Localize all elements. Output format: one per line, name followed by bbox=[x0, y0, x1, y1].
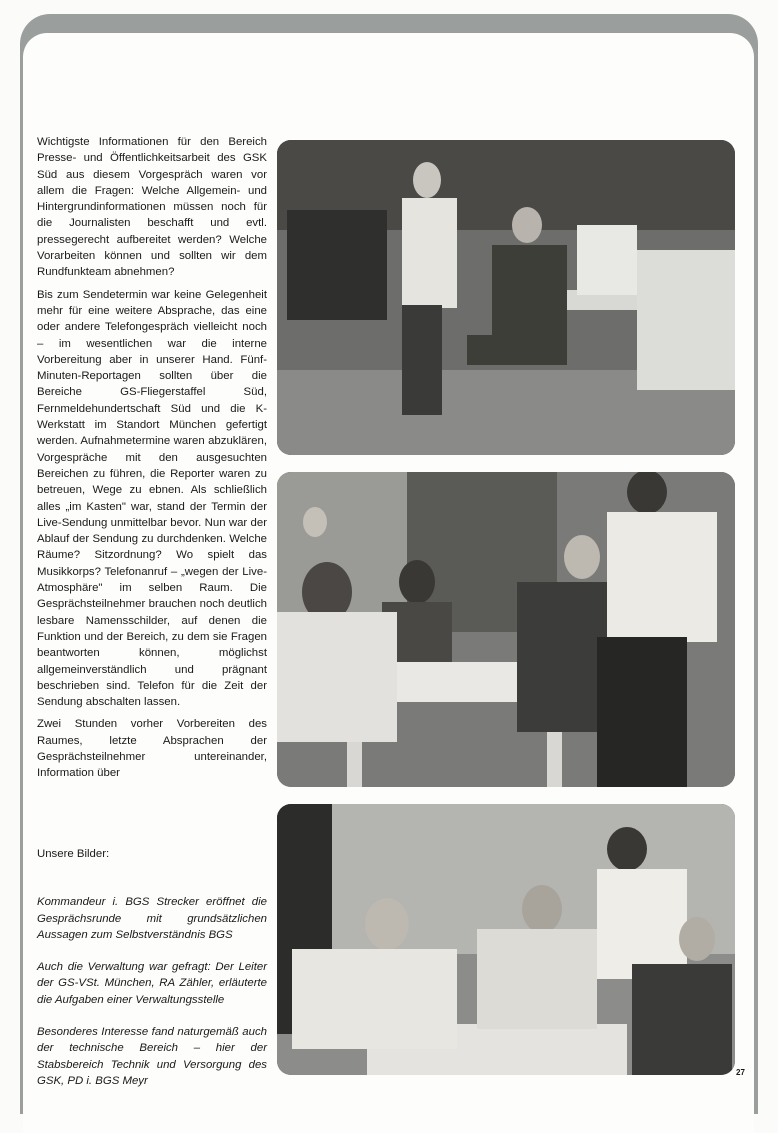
caption-3: Besonderes Interesse fand naturgemäß auch der technische Bereich – hier der Stabsbereich Technik und Versorgung des GSK, PD i. BGS Meyr bbox=[37, 1026, 267, 1087]
photo-captions bbox=[37, 846, 267, 1105]
photo-technical-area-interview bbox=[277, 804, 735, 1075]
photo-radio-reporter-interview bbox=[277, 472, 735, 787]
article-body bbox=[37, 134, 267, 788]
caption-2: Auch die Verwaltung war gefragt: Der Leiter der GS-VSt. München, RA Zähler, erläuterte die Aufgaben einer Verwaltungsstelle bbox=[37, 961, 267, 1006]
photo-conference-room-interview bbox=[277, 140, 735, 455]
article-paragraph: Bis zum Sendetermin war keine Gelegenheit mehr für eine weitere Absprache, das eine oder andere Telefongespräch vielleicht noch – im wesentlichen war die interne Vorbereitung aber in unserer Hand. Fünf-Minuten-Reportagen sollten über die Bereiche GS-Fliegerstaffel Süd, Fernmeldehundertschaft Süd und die K-Werkstatt im Standort München gefertigt werden. Aufnahmetermine waren abzuklären, Vorgespräche mit den ausgesuchten Bereichen zu führen, die Reporter waren zu betreuen, Wege zu ebnen. Als schließlich alles „im Kasten" war, stand der Termin der Live-Sendung unmittelbar bevor. Nun war der Ablauf der Sendung zu durchdenken. Welche Räume? Sitzordnung? Wo spielt das Musikkorps? Telefonanruf – „wegen der Live-Atmosphäre" im selben Raum. Die Gesprächsteilnehmer brauchen noch deutlich lesbare Namensschilder, auf denen die Funktion und der Bereich, zu dem sie Fragen beantworten können, möglichst allgemeinverständlich und prägnant beschrieben sind. Telefon für die Zeit der Sendung abschalten lassen. bbox=[37, 288, 267, 709]
captions-heading: Unsere Bilder: bbox=[37, 848, 110, 860]
page-number: 27 bbox=[736, 1068, 745, 1077]
caption-1: Kommandeur i. BGS Strecker eröffnet die Gesprächsrunde mit grundsätzlichen Aussagen zum Selbstverständnis BGS bbox=[37, 896, 267, 941]
article-paragraph: Wichtigste Informationen für den Bereich Presse- und Öffentlichkeitsarbeit des GSK Süd aus diesem Vorgespräch waren vor allem die Fragen: Welche Allgemein- und Hintergrundinformationen müssen noch für die Journalisten beschafft und evtl. pressegerecht aufbereitet werden? Welche Vorarbeiten können und sollten wir dem Rundfunkteam abnehmen? bbox=[37, 136, 267, 279]
article-paragraph: Zwei Stunden vorher Vorbereiten des Raumes, letzte Absprachen der Gesprächsteilnehmer untereinander, Information über bbox=[37, 718, 267, 780]
